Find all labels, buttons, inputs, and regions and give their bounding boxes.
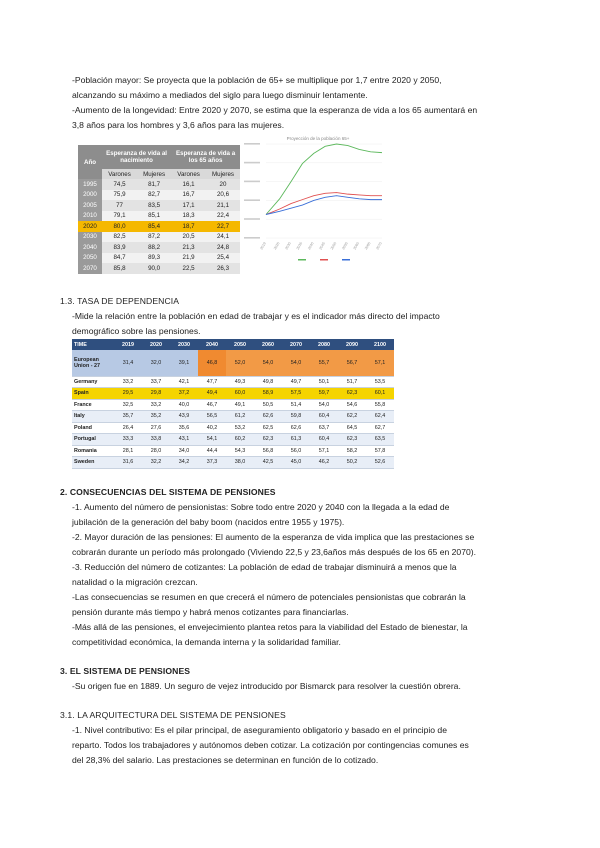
value-cell: 83,5 <box>148 201 161 209</box>
ratio-cell: 54,0 <box>254 350 282 376</box>
ratio-cell: 37,2 <box>170 388 198 400</box>
year-header: 2060 <box>254 339 282 350</box>
section-2-line: cobrarán durante un período más prolongado (Viviendo 22,5 y 23,6años más después de los 65 en 2070). <box>72 547 477 557</box>
ratio-cell: 29,8 <box>142 388 170 400</box>
value-cell: 21,9 <box>182 254 195 262</box>
ratio-cell: 62,6 <box>254 411 282 423</box>
ratio-cell: 49,8 <box>254 376 282 388</box>
ratio-cell: 51,4 <box>282 399 310 411</box>
ratio-cell: 43,1 <box>170 434 198 446</box>
ratio-cell: 28,1 <box>114 445 142 457</box>
value-cell: 21,1 <box>216 201 230 209</box>
country-cell: European Union - 27 <box>72 350 114 376</box>
value-cell: 18,3 <box>182 212 195 220</box>
ratio-cell: 51,7 <box>338 376 366 388</box>
value-cell: 74,5 <box>113 180 126 188</box>
section-13-heading: 1.3. TASA DE DEPENDENCIA <box>60 296 180 306</box>
year-cell: 2020 <box>83 222 97 230</box>
section-2-line: pensión durante más tiempo y habrá menos cotizantes para financiarlas. <box>72 607 349 617</box>
ratio-cell: 54,3 <box>226 445 254 457</box>
ratio-cell: 56,7 <box>338 350 366 376</box>
intro-line: 3,8 años para los hombres y 3,6 años para las mujeres. <box>72 120 285 130</box>
ratio-cell: 34,2 <box>170 457 198 469</box>
value-cell: 82,7 <box>148 191 161 199</box>
value-cell: 20,6 <box>216 191 230 199</box>
ratio-cell: 63,5 <box>366 434 394 446</box>
ratio-cell: 28,0 <box>142 445 170 457</box>
year-cell: 2070 <box>78 263 102 274</box>
ratio-cell: 35,6 <box>170 422 198 434</box>
ratio-cell: 62,2 <box>338 411 366 423</box>
ratio-cell: 29,5 <box>114 388 142 400</box>
year-header: 2020 <box>150 341 162 348</box>
value-cell: 85,4 <box>148 222 161 230</box>
country-cell: Italy <box>72 411 114 423</box>
x-tick-label: 2050 <box>329 241 338 251</box>
ratio-cell: 31,6 <box>114 457 142 469</box>
section-2-line: jubilación de la generación del baby boom (nacidos entre 1955 y 1975). <box>72 517 345 527</box>
life-table-row <box>78 211 240 222</box>
ratio-cell: 49,1 <box>226 399 254 411</box>
legend-swatch <box>320 259 328 261</box>
ratio-cell: 54,0 <box>282 350 310 376</box>
year-header: 2090 <box>338 339 366 350</box>
legend-swatch <box>342 259 350 261</box>
ratio-cell: 33,2 <box>114 376 142 388</box>
y-tick-label <box>244 143 260 145</box>
ratio-cell: 52,6 <box>366 457 394 469</box>
ratio-cell: 46,2 <box>310 457 338 469</box>
ratio-cell: 50,5 <box>254 399 282 411</box>
y-tick-label <box>244 218 260 220</box>
section-13-line: demográfico sobre las pensiones. <box>72 326 201 336</box>
value-cell: 85,1 <box>148 212 161 220</box>
ratio-cell: 57,8 <box>366 445 394 457</box>
section-2-line: competitividad económica, la demanda interna y la solidaridad familiar. <box>72 637 341 647</box>
sub-header: Mujeres <box>211 170 234 178</box>
dependency-table-row <box>72 399 394 411</box>
ratio-cell: 49,4 <box>198 388 226 400</box>
dependency-table-row <box>72 434 394 446</box>
ratio-cell: 33,7 <box>142 376 170 388</box>
y-tick-label <box>244 199 260 201</box>
value-cell: 16,7 <box>182 191 195 199</box>
section-2-line: -3. Reducción del número de cotizantes: La población de edad de trabajar disminuirá a menos que la <box>72 562 457 572</box>
life-table-row <box>78 242 240 253</box>
ratio-cell: 62,3 <box>254 434 282 446</box>
value-cell: 82,5 <box>113 233 126 241</box>
dependency-table-row <box>72 411 394 423</box>
value-cell: 77 <box>116 201 123 209</box>
life-table-row <box>78 263 240 274</box>
section-31-line: reparto. Todos los trabajadores y autónomos deben cotizar. La cotización por contingencias comunes es <box>72 740 469 750</box>
section-31-line: -1. Nivel contributivo: Es el pilar principal, de aseguramiento obligatorio y basado en el principio de <box>72 725 447 735</box>
ratio-cell: 38,0 <box>226 457 254 469</box>
value-cell: 16,1 <box>182 180 195 188</box>
group-65-header: Esperanza de vida a los 65 años <box>171 145 240 169</box>
country-cell: Germany <box>72 376 114 388</box>
year-cell: 2010 <box>78 211 102 222</box>
country-cell: Spain <box>72 388 114 400</box>
x-tick-label: 2019 <box>259 241 267 251</box>
intro-line: -Aumento de la longevidad: Entre 2020 y 2070, se estima que la esperanza de vida a los 65 aumentará en <box>72 105 478 115</box>
col-year-header: Año <box>78 145 102 179</box>
section-31-line: del 28,3% del salario. Las prestaciones se determinan en función de lo cotizado. <box>72 755 379 765</box>
ratio-cell: 35,7 <box>114 411 142 423</box>
value-cell: 26,3 <box>216 264 230 272</box>
ratio-cell: 60,1 <box>366 388 394 400</box>
section-2-line: -Más allá de las pensiones, el envejecimiento plantea retos para la viabilidad del Estado de bienestar, la <box>72 622 468 632</box>
year-header: 2030 <box>178 341 190 348</box>
ratio-cell: 50,2 <box>338 457 366 469</box>
ratio-cell: 32,2 <box>142 457 170 469</box>
section-2-line: -2. Mayor duración de las pensiones: El aumento de la esperanza de vida implica que las prestaciones se <box>72 532 475 542</box>
value-cell: 21,3 <box>182 243 195 251</box>
x-tick-label: 2025 <box>273 241 281 251</box>
life-table-row <box>78 232 240 243</box>
value-cell: 88,2 <box>148 243 161 251</box>
ratio-cell: 54,0 <box>310 399 338 411</box>
ratio-cell: 32,5 <box>114 399 142 411</box>
ratio-cell: 55,7 <box>310 350 338 376</box>
ratio-cell: 33,2 <box>142 399 170 411</box>
section-13-line: -Mide la relación entre la población en edad de trabajar y es el indicador más directo del impacto <box>72 311 440 321</box>
life-table-row <box>78 179 240 190</box>
time-header: TIME <box>74 341 87 348</box>
value-cell: 89,3 <box>148 254 161 262</box>
ratio-cell: 57,1 <box>310 445 338 457</box>
y-tick-label <box>244 181 260 183</box>
ratio-cell: 40,2 <box>198 422 226 434</box>
chart-title: Proyección de la población 65+ <box>286 136 350 141</box>
x-tick-label: 2065 <box>364 241 372 251</box>
year-cell: 1995 <box>78 179 102 190</box>
x-tick-label: 2045 <box>318 241 327 251</box>
ratio-cell: 56,5 <box>198 411 226 423</box>
chart-series-line <box>266 193 382 215</box>
ratio-cell: 61,2 <box>226 411 254 423</box>
x-tick-label: 2040 <box>307 241 315 251</box>
ratio-cell: 34,0 <box>170 445 198 457</box>
section-31-heading: 3.1. LA ARQUITECTURA DEL SISTEMA DE PENSIONES <box>60 710 286 720</box>
ratio-cell: 53,2 <box>226 422 254 434</box>
x-tick-label: 2030 <box>284 241 292 251</box>
ratio-cell: 58,2 <box>338 445 366 457</box>
ratio-cell: 64,5 <box>338 422 366 434</box>
ratio-cell: 53,5 <box>366 376 394 388</box>
ratio-cell: 60,2 <box>226 434 254 446</box>
ratio-cell: 46,7 <box>198 399 226 411</box>
ratio-cell: 60,4 <box>310 411 338 423</box>
ratio-cell: 59,8 <box>282 411 310 423</box>
life-table-row <box>78 190 240 201</box>
ratio-cell: 26,4 <box>114 422 142 434</box>
dependency-table-row <box>72 350 394 376</box>
section-2-heading: 2. CONSECUENCIAS DEL SISTEMA DE PENSIONES <box>60 487 276 497</box>
x-tick-label: 2055 <box>341 241 349 251</box>
ratio-cell: 55,8 <box>366 399 394 411</box>
ratio-cell: 57,1 <box>366 350 394 376</box>
value-cell: 20,5 <box>182 233 195 241</box>
ratio-cell: 62,5 <box>254 422 282 434</box>
value-cell: 79,1 <box>113 212 126 220</box>
ratio-cell: 60,4 <box>310 434 338 446</box>
ratio-cell: 63,7 <box>310 422 338 434</box>
chart-series-line <box>266 144 382 215</box>
ratio-cell: 42,5 <box>254 457 282 469</box>
value-cell: 18,7 <box>182 222 195 230</box>
ratio-cell: 54,6 <box>338 399 366 411</box>
ratio-cell: 31,4 <box>114 350 142 376</box>
life-table-row <box>78 200 240 211</box>
country-cell: Portugal <box>72 434 114 446</box>
ratio-cell: 33,8 <box>142 434 170 446</box>
section-2-line: natalidad o la migración crezcan. <box>72 577 198 587</box>
ratio-cell: 40,0 <box>170 399 198 411</box>
ratio-cell: 33,3 <box>114 434 142 446</box>
value-cell: 87,2 <box>148 233 161 241</box>
year-cell: 2030 <box>78 232 102 243</box>
y-tick-label <box>244 162 260 164</box>
value-cell: 24,1 <box>216 233 230 241</box>
sub-header: Mujeres <box>143 170 166 178</box>
ratio-cell: 62,4 <box>366 411 394 423</box>
ratio-cell: 47,7 <box>198 376 226 388</box>
value-cell: 24,8 <box>216 243 230 251</box>
x-tick-label: 2035 <box>295 241 304 251</box>
value-cell: 20 <box>219 180 227 188</box>
x-tick-label: 2060 <box>352 241 361 251</box>
ratio-cell: 58,9 <box>254 388 282 400</box>
ratio-cell: 39,1 <box>170 350 198 376</box>
value-cell: 81,7 <box>148 180 161 188</box>
value-cell: 84,7 <box>113 254 126 262</box>
value-cell: 80,0 <box>113 222 126 230</box>
section-3-line: -Su origen fue en 1889. Un seguro de vejez introducido por Bismarck para resolver la cuestión obrera. <box>72 681 461 691</box>
value-cell: 75,9 <box>113 191 126 199</box>
ratio-cell: 27,6 <box>142 422 170 434</box>
year-cell: 2050 <box>78 253 102 264</box>
y-tick-label <box>244 237 260 239</box>
group-birth-header: Esperanza de vida al nacimiento <box>102 145 171 169</box>
ratio-cell: 57,5 <box>282 388 310 400</box>
life-table-row <box>78 253 240 264</box>
value-cell: 22,7 <box>216 222 230 230</box>
life-expectancy-table <box>78 145 240 274</box>
country-cell: Sweden <box>72 457 114 469</box>
ratio-cell: 62,7 <box>366 422 394 434</box>
intro-line: alcanzando su máximo a mediados del siglo para luego disminuir lentamente. <box>72 90 368 100</box>
life-table-row <box>78 221 240 232</box>
ratio-cell: 62,3 <box>338 434 366 446</box>
ratio-cell: 46,8 <box>198 350 226 376</box>
year-header: 2070 <box>282 339 310 350</box>
year-header: 2040 <box>198 339 226 350</box>
dependency-table-row <box>72 388 394 400</box>
sub-header: Varones <box>177 170 200 178</box>
ratio-cell: 62,3 <box>338 388 366 400</box>
legend-swatch <box>298 259 306 261</box>
ratio-cell: 52,0 <box>226 350 254 376</box>
ratio-cell: 56,0 <box>282 445 310 457</box>
section-2-line: -1. Aumento del número de pensionistas: Sobre todo entre 2020 y 2040 con la llegada a la edad de <box>72 502 450 512</box>
sub-header: Varones <box>108 170 131 178</box>
section-2-line: -Las consecuencias se resumen en que crecerá el número de potenciales pensionistas que cobrarán la <box>72 592 466 602</box>
ratio-cell: 49,3 <box>226 376 254 388</box>
chart-series-line <box>266 196 382 215</box>
ratio-cell: 56,8 <box>254 445 282 457</box>
ratio-cell: 49,7 <box>282 376 310 388</box>
value-cell: 83,9 <box>113 243 126 251</box>
value-cell: 17,1 <box>182 201 195 209</box>
ratio-cell: 60,0 <box>226 388 254 400</box>
year-cell: 2000 <box>78 190 102 201</box>
ratio-cell: 61,3 <box>282 434 310 446</box>
dependency-table-row <box>72 445 394 457</box>
year-header: 2050 <box>226 339 254 350</box>
country-cell: France <box>72 399 114 411</box>
year-cell: 2005 <box>78 200 102 211</box>
ratio-cell: 62,6 <box>282 422 310 434</box>
year-cell: 2040 <box>78 242 102 253</box>
ratio-cell: 37,3 <box>198 457 226 469</box>
ratio-cell: 59,7 <box>310 388 338 400</box>
country-cell: Romania <box>72 445 114 457</box>
ratio-cell: 42,1 <box>170 376 198 388</box>
year-header: 2100 <box>366 339 394 350</box>
ratio-cell: 43,9 <box>170 411 198 423</box>
ratio-cell: 54,1 <box>198 434 226 446</box>
value-cell: 85,8 <box>113 264 126 272</box>
value-cell: 22,5 <box>182 264 195 272</box>
x-tick-label: 2070 <box>375 241 383 251</box>
dependency-table-row <box>72 376 394 388</box>
ratio-cell: 45,0 <box>282 457 310 469</box>
dependency-table-row <box>72 422 394 434</box>
population-line-chart <box>236 128 386 266</box>
value-cell: 90,0 <box>148 264 161 272</box>
ratio-cell: 50,1 <box>310 376 338 388</box>
year-header: 2019 <box>122 341 134 348</box>
country-cell: Poland <box>72 422 114 434</box>
section-3-heading: 3. EL SISTEMA DE PENSIONES <box>60 666 191 676</box>
ratio-cell: 32,0 <box>142 350 170 376</box>
dependency-ratio-table <box>72 339 394 469</box>
value-cell: 25,4 <box>216 254 230 262</box>
ratio-cell: 35,2 <box>142 411 170 423</box>
dependency-table-row <box>72 457 394 469</box>
year-header: 2080 <box>310 339 338 350</box>
intro-line: -Población mayor: Se proyecta que la población de 65+ se multiplique por 1,7 entre 2020 y 2050, <box>72 75 442 85</box>
ratio-cell: 44,4 <box>198 445 226 457</box>
value-cell: 22,4 <box>216 212 230 220</box>
